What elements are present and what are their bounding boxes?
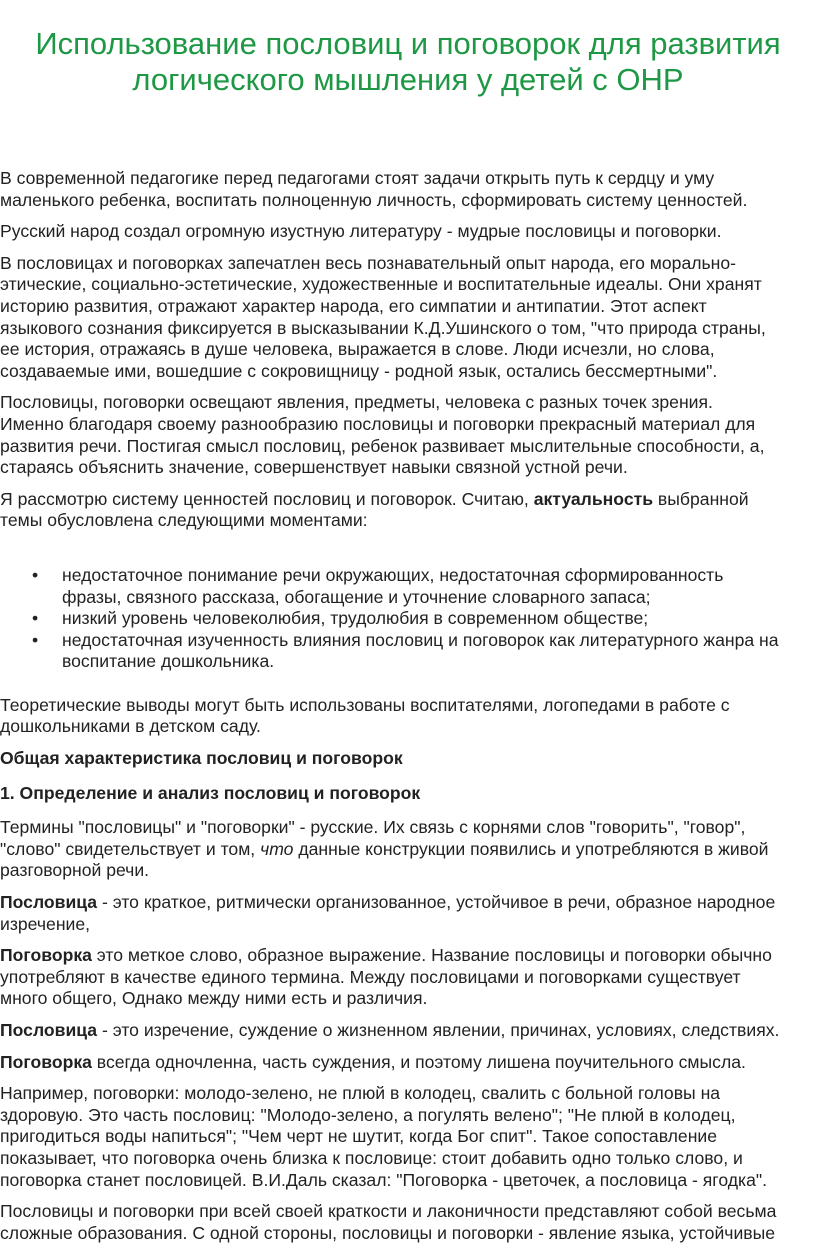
subsection-heading: 1. Определение и анализ пословиц и поговорок xyxy=(0,782,421,803)
text-line: В современной педагогике перед педагогами стоят задачи открыть путь к сердцу и уму xyxy=(0,168,715,188)
section-heading: Общая характеристика пословиц и поговорок xyxy=(0,748,403,769)
text-line: языкового сознания фиксируется в высказывании К.Д.Ушинского о том, "что природа страны, xyxy=(0,317,766,338)
intro-paragraph-1 xyxy=(0,168,816,211)
text-line: развития речи. Постигая смысл пословиц, ребенок развивает мыслительные способности, а, xyxy=(0,435,765,456)
reasons-list xyxy=(0,565,816,673)
complexity-paragraph xyxy=(0,1201,816,1244)
text-line: темы обусловлена следующими моментами: xyxy=(0,510,368,531)
italic-word: что xyxy=(260,838,294,859)
text-run: "слово" свидетельствует и том, xyxy=(0,838,261,859)
text-run: это меткое слово, образное выражение. Название пословицы и поговорки обычно xyxy=(91,945,772,966)
bullet-icon: • xyxy=(32,564,39,585)
document-title xyxy=(0,26,816,98)
text-run: Я рассмотрю систему ценностей пословиц и поговорок. Считаю, xyxy=(0,488,534,509)
text-line: здоровую. Это часть пословиц: "Молодо-зелено, а погулять велено"; "Не плюй в колодец, xyxy=(0,1104,736,1125)
text-line: фразы, связного рассказа, обогащение и уточнение словарного запаса; xyxy=(62,586,651,607)
text-line: В пословицах и поговорках запечатлен весь познавательный опыт народа, его морально- xyxy=(0,252,737,273)
text-line: ее история, отражаясь в душе человека, выражается в слове. Люди исчезли, но слова, xyxy=(0,339,715,360)
text-line: недостаточное понимание речи окружающих, недостаточная сформированность xyxy=(62,564,724,585)
title-line-2: логического мышления у детей с ОНР xyxy=(132,62,684,97)
proverb-term: Пословица xyxy=(0,1020,98,1040)
text-line: изречение, xyxy=(0,913,91,934)
text-line: разговорной речи. xyxy=(0,860,150,881)
text-line: сложные образования. С одной стороны, пословицы и поговорки - явление языка, устойчивые xyxy=(0,1222,776,1243)
intro-paragraph-2: Русский народ создал огромную изустную литературу - мудрые пословицы и поговорки. xyxy=(0,221,722,242)
text-line: Например, поговорки: молодо-зелено, не плюй в колодец, свалить с больной головы на xyxy=(0,1083,721,1104)
list-item xyxy=(32,629,816,673)
saying-term: Поговорка xyxy=(0,1051,92,1072)
bullet-icon: • xyxy=(32,629,39,650)
list-item xyxy=(32,608,816,630)
text-line: воспитание дошкольника. xyxy=(62,651,275,672)
text-run: данные конструкции появились и употребляются в живой xyxy=(293,838,769,859)
document-body xyxy=(0,168,816,1254)
text-line: Термины "пословицы" и "поговорки" - русские. Их связь с корнями слов "говорить", "говор", xyxy=(0,817,746,838)
example-paragraph xyxy=(0,1083,816,1191)
saying-definition xyxy=(0,945,816,1010)
text-line: много общего, Однако между ними есть и различия. xyxy=(0,988,428,1009)
text-line: дошкольниками в детском саду. xyxy=(0,716,261,737)
title-line-1: Использование пословиц и поговорок для развития xyxy=(35,26,781,61)
text-line: употребляют в качестве единого термина. Между пословицами и поговорками существует xyxy=(0,966,741,987)
list-item xyxy=(32,564,816,608)
text-run: - это краткое, ритмически организованное, устойчивое в речи, образное народное xyxy=(97,892,776,913)
text-line: поговорка станет пословицей. В.И.Даль сказал: "Поговорка - цветочек, а пословица - ягодка". xyxy=(0,1169,767,1190)
text-line: недостаточная изученность влияния пословиц и поговорок как литературного жанра на xyxy=(62,629,779,650)
bullet-icon: • xyxy=(32,608,39,629)
text-line: пригодиться воды напиться"; "Чем черт не шутит, когда Бог спит". Такое сопоставление xyxy=(0,1126,718,1147)
proverb-definition xyxy=(0,892,816,935)
text-line: создаваемые ими, вошедшие с сокровищницу - родной язык, остались бессмертными". xyxy=(0,360,718,381)
relevance-term: актуальность xyxy=(533,488,654,509)
text-run: всегда одночленна, часть суждения, и поэтому лишена поучительного смысла. xyxy=(91,1051,746,1072)
text-line: низкий уровень человеколюбия, трудолюбия в современном обществе; xyxy=(62,608,649,629)
text-line: показывает, что поговорка очень близка к пословице: стоит добавить одно только слово, и xyxy=(0,1147,743,1168)
text-run: выбранной xyxy=(653,488,749,509)
saying-description xyxy=(0,1052,816,1074)
text-line: Именно благодаря своему разнообразию пословицы и поговорки прекрасный материал для xyxy=(0,413,756,434)
text-line: Пословицы, поговорки освещают явления, предметы, человека с разных точек зрения. xyxy=(0,392,713,413)
text-line: Пословицы и поговорки при всей своей краткости и лаконичности представляют собой весьма xyxy=(0,1201,777,1222)
text-line: Теоретические выводы могут быть использованы воспитателями, логопедами в работе с xyxy=(0,694,730,715)
proverb-description xyxy=(0,1020,816,1042)
conclusion-paragraph xyxy=(0,695,816,738)
text-run: - это изречение, суждение о жизненном явлении, причинах, условиях, следствиях. xyxy=(97,1020,780,1040)
intro-paragraph-4 xyxy=(0,392,816,478)
proverb-term: Пословица xyxy=(0,892,98,913)
text-line: этические, социально-эстетические, художественные и воспитательные идеалы. Они хранят xyxy=(0,274,762,295)
text-line: историю развития, отражают характер народа, его симпатии и антипатии. Этот аспект xyxy=(0,295,707,316)
terms-paragraph xyxy=(0,817,816,882)
intro-paragraph-5 xyxy=(0,489,816,532)
saying-term: Поговорка xyxy=(0,945,92,966)
text-line: стараясь объяснить значение, совершенствует навыки связной устной речи. xyxy=(0,457,628,478)
intro-paragraph-3 xyxy=(0,253,816,383)
text-line: маленького ребенка, воспитать полноценную личность, сформировать систему ценностей. xyxy=(0,189,748,210)
